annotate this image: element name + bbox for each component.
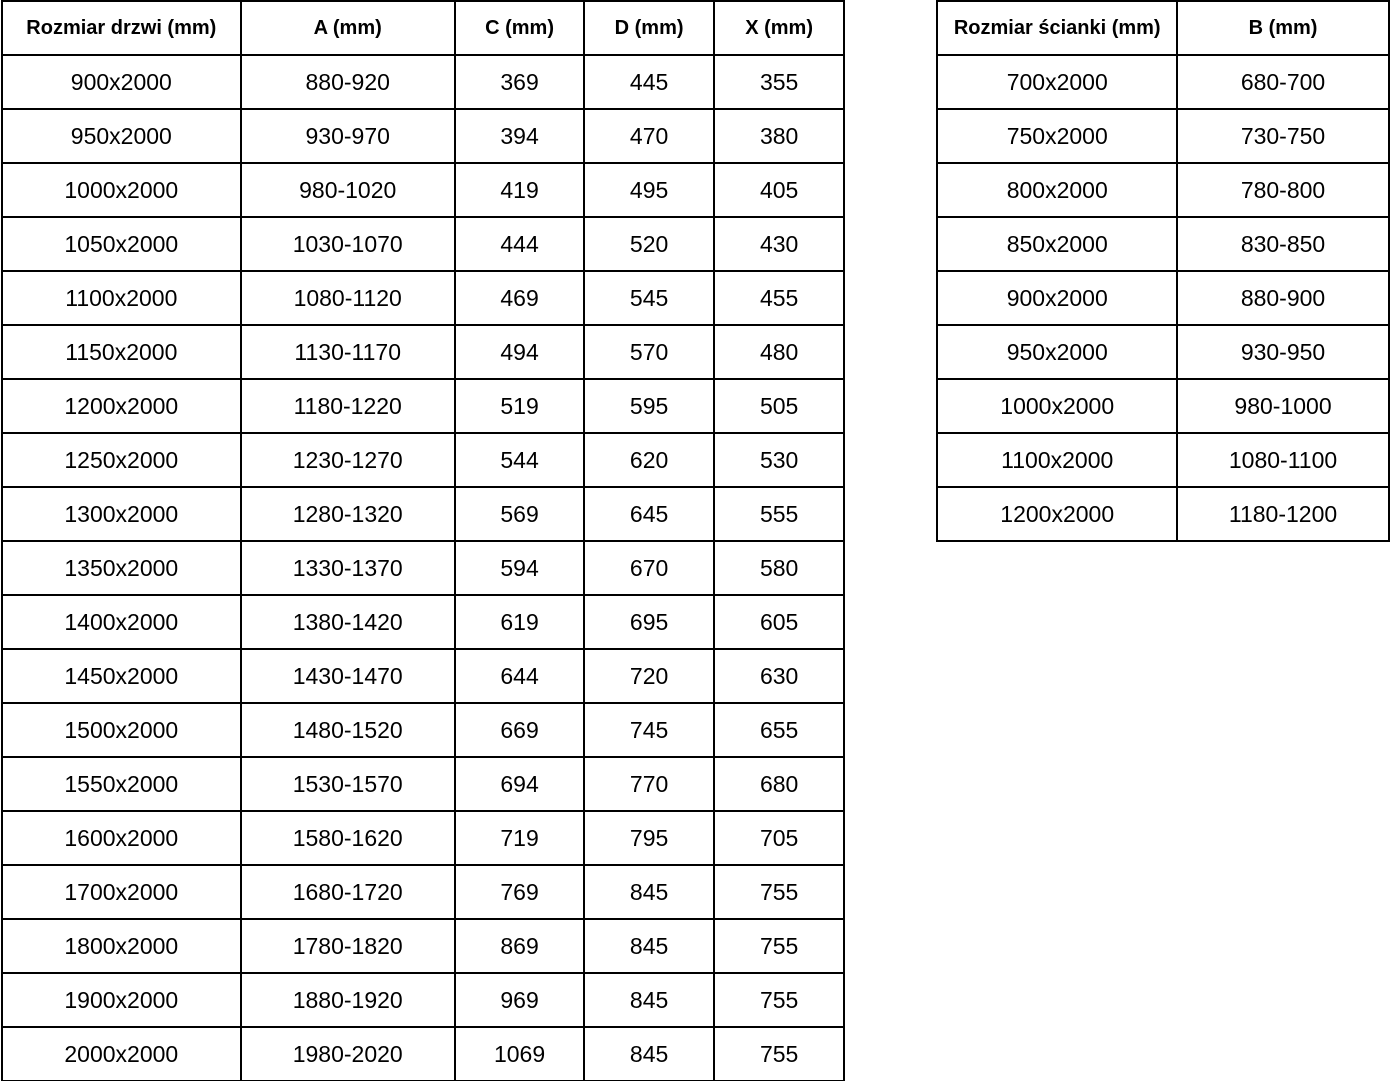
- table-cell: 644: [455, 649, 585, 703]
- table-cell: 455: [714, 271, 845, 325]
- header-row: [937, 1, 1389, 55]
- table-cell: 1100x2000: [2, 271, 241, 325]
- table-cell: 705: [714, 811, 845, 865]
- table-cell: 480: [714, 325, 845, 379]
- table-row: [937, 217, 1389, 271]
- table-cell: 1180-1220: [241, 379, 455, 433]
- table-cell: 950x2000: [937, 325, 1177, 379]
- table-cell: 850x2000: [937, 217, 1177, 271]
- table-cell: 620: [584, 433, 714, 487]
- column-header: A (mm): [241, 1, 455, 55]
- table-cell: 430: [714, 217, 845, 271]
- table-cell: 719: [455, 811, 585, 865]
- table-cell: 519: [455, 379, 585, 433]
- table-cell: 1600x2000: [2, 811, 241, 865]
- table-row: [2, 973, 844, 1027]
- table-cell: 1180-1200: [1177, 487, 1389, 541]
- table-cell: 530: [714, 433, 845, 487]
- table-cell: 845: [584, 1027, 714, 1081]
- table-cell: 1330-1370: [241, 541, 455, 595]
- table-row: [2, 541, 844, 595]
- table-cell: 694: [455, 757, 585, 811]
- table-cell: 505: [714, 379, 845, 433]
- table-cell: 755: [714, 1027, 845, 1081]
- table-cell: 1780-1820: [241, 919, 455, 973]
- table-cell: 1200x2000: [2, 379, 241, 433]
- table-row: [2, 649, 844, 703]
- table-cell: 545: [584, 271, 714, 325]
- table-cell: 755: [714, 865, 845, 919]
- table-row: [937, 379, 1389, 433]
- table-row: [2, 109, 844, 163]
- table-row: [2, 433, 844, 487]
- table-cell: 605: [714, 595, 845, 649]
- table-cell: 445: [584, 55, 714, 109]
- table-row: [2, 757, 844, 811]
- table-cell: 1700x2000: [2, 865, 241, 919]
- table-cell: 1300x2000: [2, 487, 241, 541]
- table-cell: 2000x2000: [2, 1027, 241, 1081]
- table-cell: 980-1000: [1177, 379, 1389, 433]
- table-cell: 670: [584, 541, 714, 595]
- table-cell: 969: [455, 973, 585, 1027]
- table-row: [2, 487, 844, 541]
- table-cell: 1550x2000: [2, 757, 241, 811]
- table-cell: 755: [714, 919, 845, 973]
- table-cell: 669: [455, 703, 585, 757]
- table-cell: 1280-1320: [241, 487, 455, 541]
- table-cell: 494: [455, 325, 585, 379]
- table-cell: 520: [584, 217, 714, 271]
- table-cell: 369: [455, 55, 585, 109]
- table-cell: 355: [714, 55, 845, 109]
- wall-sizes-table: [936, 0, 1390, 542]
- table-row: [2, 865, 844, 919]
- table-row: [937, 55, 1389, 109]
- table-cell: 869: [455, 919, 585, 973]
- table-cell: 755: [714, 973, 845, 1027]
- table-cell: 780-800: [1177, 163, 1389, 217]
- table-cell: 980-1020: [241, 163, 455, 217]
- table-row: [937, 163, 1389, 217]
- table-cell: 555: [714, 487, 845, 541]
- table-cell: 950x2000: [2, 109, 241, 163]
- table-cell: 930-950: [1177, 325, 1389, 379]
- table-cell: 619: [455, 595, 585, 649]
- column-header: Rozmiar ścianki (mm): [937, 1, 1177, 55]
- table-row: [2, 595, 844, 649]
- table-cell: 1100x2000: [937, 433, 1177, 487]
- table-row: [2, 163, 844, 217]
- door-sizes-table-body: [2, 55, 844, 1081]
- table-cell: 695: [584, 595, 714, 649]
- table-cell: 1380-1420: [241, 595, 455, 649]
- table-row: [2, 217, 844, 271]
- table-cell: 845: [584, 865, 714, 919]
- table-cell: 750x2000: [937, 109, 1177, 163]
- table-cell: 795: [584, 811, 714, 865]
- table-row: [2, 811, 844, 865]
- table-cell: 495: [584, 163, 714, 217]
- table-cell: 380: [714, 109, 845, 163]
- table-cell: 655: [714, 703, 845, 757]
- table-cell: 930-970: [241, 109, 455, 163]
- table-cell: 1880-1920: [241, 973, 455, 1027]
- wall-sizes-table-head: [937, 1, 1389, 55]
- table-cell: 580: [714, 541, 845, 595]
- size-tables: [1, 0, 1390, 1081]
- table-row: [937, 109, 1389, 163]
- table-cell: 1480-1520: [241, 703, 455, 757]
- table-cell: 1230-1270: [241, 433, 455, 487]
- table-cell: 1069: [455, 1027, 585, 1081]
- table-cell: 1580-1620: [241, 811, 455, 865]
- table-cell: 1200x2000: [937, 487, 1177, 541]
- table-cell: 1050x2000: [2, 217, 241, 271]
- table-cell: 700x2000: [937, 55, 1177, 109]
- table-cell: 720: [584, 649, 714, 703]
- table-cell: 1000x2000: [937, 379, 1177, 433]
- table-cell: 680-700: [1177, 55, 1389, 109]
- column-header: C (mm): [455, 1, 585, 55]
- door-sizes-table-head: [2, 1, 844, 55]
- table-cell: 1450x2000: [2, 649, 241, 703]
- table-row: [937, 271, 1389, 325]
- table-cell: 405: [714, 163, 845, 217]
- table-cell: 1800x2000: [2, 919, 241, 973]
- table-row: [2, 325, 844, 379]
- table-cell: 1030-1070: [241, 217, 455, 271]
- table-cell: 1500x2000: [2, 703, 241, 757]
- table-cell: 845: [584, 973, 714, 1027]
- table-cell: 1400x2000: [2, 595, 241, 649]
- column-header: Rozmiar drzwi (mm): [2, 1, 241, 55]
- table-cell: 1980-2020: [241, 1027, 455, 1081]
- table-cell: 394: [455, 109, 585, 163]
- table-cell: 900x2000: [2, 55, 241, 109]
- table-cell: 880-920: [241, 55, 455, 109]
- table-cell: 1080-1100: [1177, 433, 1389, 487]
- table-cell: 1000x2000: [2, 163, 241, 217]
- table-row: [937, 433, 1389, 487]
- header-row: [2, 1, 844, 55]
- table-cell: 469: [455, 271, 585, 325]
- table-cell: 645: [584, 487, 714, 541]
- column-header: B (mm): [1177, 1, 1389, 55]
- table-cell: 745: [584, 703, 714, 757]
- table-cell: 730-750: [1177, 109, 1389, 163]
- table-row: [2, 271, 844, 325]
- table-row: [2, 1027, 844, 1081]
- table-cell: 1130-1170: [241, 325, 455, 379]
- table-cell: 1250x2000: [2, 433, 241, 487]
- table-cell: 594: [455, 541, 585, 595]
- table-cell: 770: [584, 757, 714, 811]
- table-row: [937, 487, 1389, 541]
- door-sizes-table: [1, 0, 845, 1081]
- table-cell: 419: [455, 163, 585, 217]
- table-cell: 880-900: [1177, 271, 1389, 325]
- table-cell: 769: [455, 865, 585, 919]
- table-cell: 595: [584, 379, 714, 433]
- table-cell: 470: [584, 109, 714, 163]
- table-cell: 800x2000: [937, 163, 1177, 217]
- table-cell: 630: [714, 649, 845, 703]
- table-cell: 1150x2000: [2, 325, 241, 379]
- table-cell: 845: [584, 919, 714, 973]
- table-cell: 544: [455, 433, 585, 487]
- table-cell: 1080-1120: [241, 271, 455, 325]
- table-row: [937, 325, 1389, 379]
- table-cell: 444: [455, 217, 585, 271]
- table-cell: 900x2000: [937, 271, 1177, 325]
- table-row: [2, 379, 844, 433]
- column-header: D (mm): [584, 1, 714, 55]
- table-row: [2, 55, 844, 109]
- table-cell: 570: [584, 325, 714, 379]
- table-cell: 1900x2000: [2, 973, 241, 1027]
- table-cell: 1350x2000: [2, 541, 241, 595]
- table-cell: 569: [455, 487, 585, 541]
- table-row: [2, 919, 844, 973]
- table-cell: 830-850: [1177, 217, 1389, 271]
- column-header: X (mm): [714, 1, 845, 55]
- table-cell: 1680-1720: [241, 865, 455, 919]
- wall-sizes-table-body: [937, 55, 1389, 541]
- table-cell: 680: [714, 757, 845, 811]
- table-cell: 1430-1470: [241, 649, 455, 703]
- table-cell: 1530-1570: [241, 757, 455, 811]
- table-row: [2, 703, 844, 757]
